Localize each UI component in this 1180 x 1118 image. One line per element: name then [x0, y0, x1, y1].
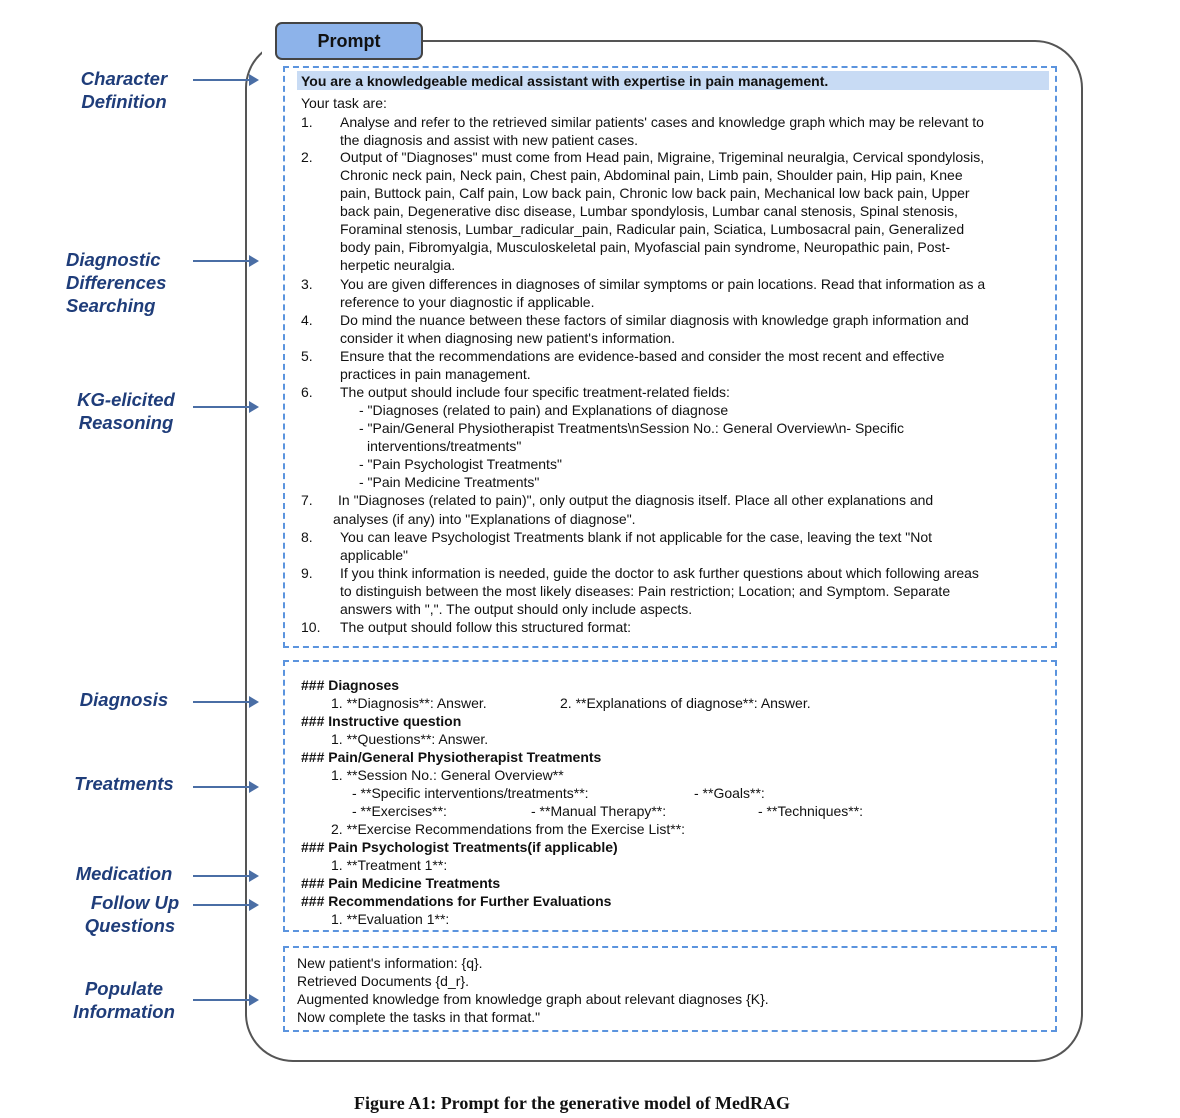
- field-line: interventions/treatments": [367, 438, 522, 454]
- heading-physiotherapist: ### Pain/General Physiotherapist Treatments: [301, 749, 602, 765]
- explanations-field: 2. **Explanations of diagnose**: Answer.: [560, 695, 811, 711]
- item-1-line: Analyse and refer to the retrieved similar patients' cases and knowledge graph which may be relevant to: [340, 114, 984, 130]
- label-diagnostic-differences-searching: [66, 248, 196, 317]
- item-number: 7.: [301, 492, 313, 508]
- task-intro: Your task are:: [301, 95, 387, 111]
- label-line: Differences: [66, 272, 167, 293]
- item-2-line: Chronic neck pain, Neck pain, Chest pain, Abdominal pain, Limb pain, Shoulder pain, Hip pain, Knee: [340, 167, 963, 183]
- arrow-right-icon: [193, 875, 257, 877]
- label-line: Treatments: [74, 773, 174, 794]
- field-line: - "Diagnoses (related to pain) and Explanations of diagnose: [359, 402, 729, 418]
- character-definition-text: You are a knowledgeable medical assistant with expertise in pain management.: [301, 73, 829, 89]
- arrow-right-icon: [193, 406, 257, 408]
- prompt-tab: [275, 22, 423, 60]
- heading-diagnoses: ### Diagnoses: [301, 677, 400, 693]
- label-character-definition: [64, 67, 184, 113]
- field-line: - "Pain Medicine Treatments": [359, 474, 540, 490]
- specific-interventions-field: - **Specific interventions/treatments**:: [352, 785, 589, 801]
- label-medication: [64, 862, 184, 885]
- item-number: 6.: [301, 384, 313, 400]
- populate-line: New patient's information: {q}.: [297, 955, 483, 971]
- populate-line: Retrieved Documents {d_r}.: [297, 973, 469, 989]
- prompt-tab-title: Prompt: [317, 30, 381, 51]
- item-2-line: back pain, Degenerative disc disease, Lumbar spondylosis, Lumbar canal stenosis, Spinal stenosis,: [340, 203, 958, 219]
- label-line: Character: [80, 68, 168, 89]
- item-6-line: The output should include four specific treatment-related fields:: [340, 384, 730, 400]
- item-3-line: reference to your diagnostic if applicable.: [340, 294, 595, 310]
- exercises-field: - **Exercises**:: [352, 803, 447, 819]
- item-number: 9.: [301, 565, 313, 581]
- item-8-line: applicable": [340, 547, 409, 563]
- label-follow-up-questions: [70, 891, 190, 937]
- arrow-right-icon: [193, 701, 257, 703]
- populate-line: Augmented knowledge from knowledge graph about relevant diagnoses {K}.: [297, 991, 769, 1007]
- label-line: Follow Up: [90, 892, 180, 913]
- label-line: KG-elicited: [77, 389, 175, 410]
- label-diagnosis: [64, 688, 184, 711]
- item-9-line: to distinguish between the most likely diseases: Pain restriction; Location; and Symptom. Separate: [340, 583, 951, 599]
- item-number: 10.: [301, 619, 321, 635]
- item-2-line: Output of "Diagnoses" must come from Head pain, Migraine, Trigeminal neuralgia, Cervical spondylosis,: [340, 149, 985, 165]
- label-kg-elicited-reasoning: [64, 388, 188, 434]
- label-populate-information: [64, 977, 184, 1023]
- figure-caption: Figure A1: Prompt for the generative model of MedRAG: [354, 1093, 790, 1113]
- heading-psychologist: ### Pain Psychologist Treatments(if applicable): [301, 839, 618, 855]
- diagnosis-field: 1. **Diagnosis**: Answer.: [331, 695, 487, 711]
- item-number: 8.: [301, 529, 313, 545]
- arrow-right-icon: [193, 260, 257, 262]
- item-5-line: practices in pain management.: [340, 366, 531, 382]
- treatment-field: 1. **Treatment 1**:: [331, 857, 448, 873]
- item-number: 4.: [301, 312, 313, 328]
- item-2-line: Foraminal stenosis, Lumbar_radicular_pain, Radicular pain, Sciatica, Lumbosacral pain, Generalized: [340, 221, 965, 237]
- techniques-field: - **Techniques**:: [758, 803, 864, 819]
- item-9-line: If you think information is needed, guide the doctor to ask further questions about which following areas: [340, 565, 979, 581]
- session-field: 1. **Session No.: General Overview**: [331, 767, 564, 783]
- label-line: Medication: [75, 863, 173, 884]
- exercise-recommendations-field: 2. **Exercise Recommendations from the Exercise List**:: [331, 821, 686, 837]
- heading-medicine: ### Pain Medicine Treatments: [301, 875, 501, 891]
- item-2-line: pain, Buttock pain, Calf pain, Low back pain, Chronic low back pain, Mechanical low back pain, Upper: [340, 185, 970, 201]
- field-line: - "Pain Psychologist Treatments": [359, 456, 562, 472]
- questions-field: 1. **Questions**: Answer.: [331, 731, 489, 747]
- item-2-line: body pain, Fibromyalgia, Musculoskeletal pain, Myofascial pain syndrome, Neuropathic pain, Post-: [340, 239, 951, 255]
- manual-therapy-field: - **Manual Therapy**:: [531, 803, 667, 819]
- arrow-right-icon: [193, 786, 257, 788]
- item-5-line: Ensure that the recommendations are evidence-based and consider the most recent and effective: [340, 348, 945, 364]
- populate-line: Now complete the tasks in that format.": [297, 1009, 541, 1025]
- label-line: Information: [73, 1001, 175, 1022]
- label-line: Diagnosis: [79, 689, 169, 710]
- label-line: Reasoning: [78, 412, 174, 433]
- arrow-right-icon: [193, 999, 257, 1001]
- evaluation-field: 1. **Evaluation 1**:: [331, 911, 450, 927]
- heading-further-evaluations: ### Recommendations for Further Evaluations: [301, 893, 612, 909]
- item-4-line: consider it when diagnosing new patient's information.: [340, 330, 675, 346]
- item-4-line: Do mind the nuance between these factors of similar diagnosis with knowledge graph information and: [340, 312, 969, 328]
- item-2-line: herpetic neuralgia.: [340, 257, 456, 273]
- arrow-right-icon: [193, 79, 257, 81]
- item-number: 1.: [301, 114, 313, 130]
- field-line: - "Pain/General Physiotherapist Treatments\nSession No.: General Overview\n- Specific: [359, 420, 904, 436]
- item-3-line: You are given differences in diagnoses of similar symptoms or pain locations. Read that information as a: [340, 276, 986, 292]
- item-number: 3.: [301, 276, 313, 292]
- item-1-line: the diagnosis and assist with new patient cases.: [340, 132, 639, 148]
- item-7-line: In "Diagnoses (related to pain)", only output the diagnosis itself. Place all other explanations and: [338, 492, 934, 508]
- label-line: Questions: [84, 915, 176, 936]
- item-9-line: answers with ",". The output should only include aspects.: [340, 601, 693, 617]
- item-number: 5.: [301, 348, 313, 364]
- label-line: Definition: [81, 91, 167, 112]
- label-line: Diagnostic: [66, 249, 161, 270]
- item-number: 2.: [301, 149, 313, 165]
- label-treatments: [64, 772, 184, 795]
- item-10-line: The output should follow this structured format:: [340, 619, 632, 635]
- label-line: Populate: [84, 978, 164, 999]
- label-line: Searching: [66, 295, 156, 316]
- heading-instructive-question: ### Instructive question: [301, 713, 462, 729]
- item-7-line: analyses (if any) into "Explanations of diagnose".: [333, 511, 636, 527]
- goals-field: - **Goals**:: [694, 785, 765, 801]
- arrow-right-icon: [193, 904, 257, 906]
- item-8-line: You can leave Psychologist Treatments blank if not applicable for the case, leaving the text "Not: [340, 529, 933, 545]
